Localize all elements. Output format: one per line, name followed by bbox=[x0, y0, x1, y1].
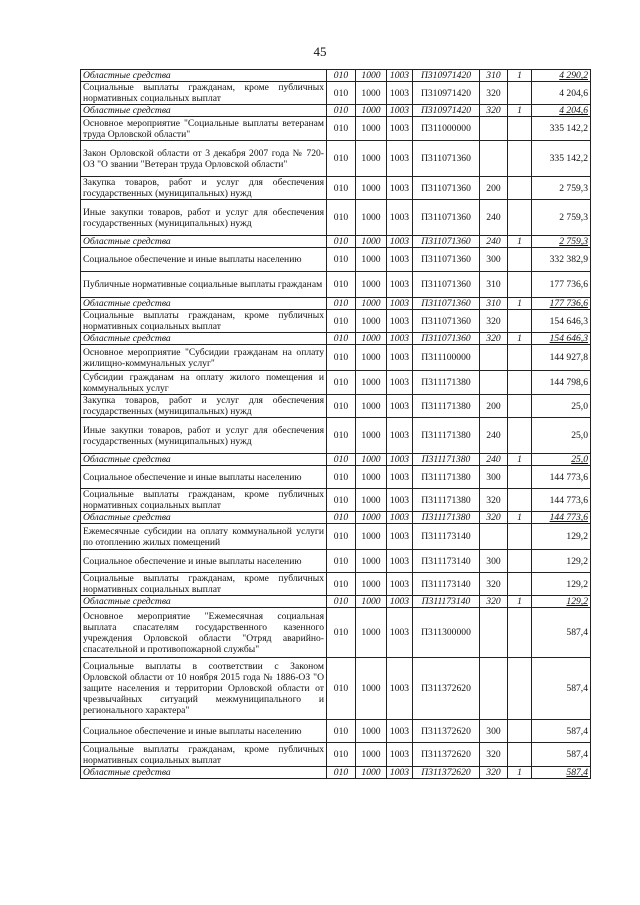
admin-code: 010 bbox=[327, 658, 356, 720]
table-row bbox=[81, 466, 591, 489]
row-name: Ежемесячные субсидии на оплату коммунальной услуги по отоплению жилых помещений bbox=[81, 524, 327, 550]
admin-code: 010 bbox=[327, 454, 356, 466]
row-name: Областные средства bbox=[81, 767, 327, 779]
section-code: 1000 bbox=[356, 489, 387, 512]
table-row bbox=[81, 608, 591, 658]
table-row bbox=[81, 141, 591, 177]
funding-source-code: 1 bbox=[508, 298, 532, 310]
row-name: Социальные выплаты гражданам, кроме публичных нормативных социальных выплат bbox=[81, 573, 327, 596]
budget-table bbox=[80, 69, 591, 779]
subtotal-row bbox=[81, 70, 591, 82]
funding-source-code bbox=[508, 743, 532, 767]
admin-code: 010 bbox=[327, 345, 356, 371]
target-article-code: П311171380 bbox=[413, 512, 480, 524]
admin-code: 010 bbox=[327, 743, 356, 767]
section-code: 1000 bbox=[356, 658, 387, 720]
table-row bbox=[81, 743, 591, 767]
funding-source-code bbox=[508, 658, 532, 720]
subtotal-row bbox=[81, 333, 591, 345]
expense-type-code bbox=[480, 608, 508, 658]
target-article-code: П311171380 bbox=[413, 489, 480, 512]
admin-code: 010 bbox=[327, 573, 356, 596]
section-code: 1000 bbox=[356, 550, 387, 573]
target-article-code: П311300000 bbox=[413, 608, 480, 658]
amount-value: 4 290,2 bbox=[532, 70, 591, 82]
section-code: 1000 bbox=[356, 82, 387, 105]
section-code: 1000 bbox=[356, 454, 387, 466]
table-row bbox=[81, 117, 591, 141]
target-article-code: П311372620 bbox=[413, 720, 480, 743]
expense-type-code: 320 bbox=[480, 310, 508, 333]
funding-source-code bbox=[508, 395, 532, 418]
section-code: 1000 bbox=[356, 512, 387, 524]
amount-value: 335 142,2 bbox=[532, 117, 591, 141]
admin-code: 010 bbox=[327, 200, 356, 236]
funding-source-code: 1 bbox=[508, 105, 532, 117]
funding-source-code bbox=[508, 272, 532, 298]
subsection-code: 1003 bbox=[387, 524, 413, 550]
subsection-code: 1003 bbox=[387, 200, 413, 236]
amount-value: 335 142,2 bbox=[532, 141, 591, 177]
expense-type-code: 320 bbox=[480, 512, 508, 524]
section-code: 1000 bbox=[356, 720, 387, 743]
target-article-code: П311372620 bbox=[413, 743, 480, 767]
admin-code: 010 bbox=[327, 512, 356, 524]
admin-code: 010 bbox=[327, 720, 356, 743]
subsection-code: 1003 bbox=[387, 371, 413, 395]
row-name: Областные средства bbox=[81, 70, 327, 82]
amount-value: 144 798,6 bbox=[532, 371, 591, 395]
expense-type-code: 240 bbox=[480, 200, 508, 236]
expense-type-code bbox=[480, 141, 508, 177]
subsection-code: 1003 bbox=[387, 489, 413, 512]
row-name: Закон Орловской области от 3 декабря 2007 года № 720-ОЗ "О звании "Ветеран труда Орловской области" bbox=[81, 141, 327, 177]
subsection-code: 1003 bbox=[387, 608, 413, 658]
section-code: 1000 bbox=[356, 200, 387, 236]
target-article-code: П311071360 bbox=[413, 177, 480, 200]
section-code: 1000 bbox=[356, 117, 387, 141]
funding-source-code bbox=[508, 248, 532, 272]
funding-source-code bbox=[508, 117, 532, 141]
table-row bbox=[81, 720, 591, 743]
row-name: Областные средства bbox=[81, 512, 327, 524]
table-row bbox=[81, 395, 591, 418]
amount-value: 129,2 bbox=[532, 596, 591, 608]
funding-source-code: 1 bbox=[508, 596, 532, 608]
table-row bbox=[81, 345, 591, 371]
amount-value: 25,0 bbox=[532, 395, 591, 418]
amount-value: 144 773,6 bbox=[532, 512, 591, 524]
amount-value: 4 204,6 bbox=[532, 105, 591, 117]
amount-value: 587,4 bbox=[532, 658, 591, 720]
amount-value: 144 773,6 bbox=[532, 466, 591, 489]
subsection-code: 1003 bbox=[387, 466, 413, 489]
admin-code: 010 bbox=[327, 466, 356, 489]
subsection-code: 1003 bbox=[387, 767, 413, 779]
admin-code: 010 bbox=[327, 236, 356, 248]
expense-type-code: 320 bbox=[480, 596, 508, 608]
amount-value: 587,4 bbox=[532, 767, 591, 779]
amount-value: 144 927,8 bbox=[532, 345, 591, 371]
funding-source-code: 1 bbox=[508, 512, 532, 524]
section-code: 1000 bbox=[356, 105, 387, 117]
funding-source-code bbox=[508, 177, 532, 200]
table-row bbox=[81, 418, 591, 454]
row-name: Областные средства bbox=[81, 298, 327, 310]
row-name: Публичные нормативные социальные выплаты гражданам bbox=[81, 272, 327, 298]
row-name: Социальное обеспечение и иные выплаты населению bbox=[81, 550, 327, 573]
row-name: Закупка товаров, работ и услуг для обеспечения государственных (муниципальных) нужд bbox=[81, 395, 327, 418]
funding-source-code bbox=[508, 310, 532, 333]
section-code: 1000 bbox=[356, 573, 387, 596]
row-name: Социальное обеспечение и иные выплаты населению bbox=[81, 720, 327, 743]
target-article-code: П311171380 bbox=[413, 395, 480, 418]
target-article-code: П311173140 bbox=[413, 573, 480, 596]
subsection-code: 1003 bbox=[387, 82, 413, 105]
target-article-code: П311372620 bbox=[413, 767, 480, 779]
expense-type-code: 320 bbox=[480, 105, 508, 117]
target-article-code: П311171380 bbox=[413, 418, 480, 454]
amount-value: 2 759,3 bbox=[532, 177, 591, 200]
table-row bbox=[81, 524, 591, 550]
funding-source-code bbox=[508, 200, 532, 236]
target-article-code: П311171380 bbox=[413, 466, 480, 489]
table-row bbox=[81, 489, 591, 512]
target-article-code: П311171380 bbox=[413, 371, 480, 395]
admin-code: 010 bbox=[327, 524, 356, 550]
amount-value: 144 773,6 bbox=[532, 489, 591, 512]
funding-source-code: 1 bbox=[508, 767, 532, 779]
target-article-code: П311173140 bbox=[413, 524, 480, 550]
table-row bbox=[81, 573, 591, 596]
expense-type-code: 240 bbox=[480, 454, 508, 466]
row-name: Областные средства bbox=[81, 596, 327, 608]
row-name: Социальные выплаты в соответствии с Законом Орловской области от 10 ноября 2015 года № 1886-ОЗ "О защите населения и территории Орловской области от чрезвычайных ситуаций межмуниципального и регионального характера" bbox=[81, 658, 327, 720]
funding-source-code bbox=[508, 489, 532, 512]
target-article-code: П311071360 bbox=[413, 310, 480, 333]
admin-code: 010 bbox=[327, 310, 356, 333]
row-name: Основное мероприятие "Социальные выплаты ветеранам труда Орловской области" bbox=[81, 117, 327, 141]
expense-type-code: 320 bbox=[480, 489, 508, 512]
expense-type-code: 300 bbox=[480, 248, 508, 272]
amount-value: 332 382,9 bbox=[532, 248, 591, 272]
subsection-code: 1003 bbox=[387, 345, 413, 371]
section-code: 1000 bbox=[356, 310, 387, 333]
funding-source-code: 1 bbox=[508, 236, 532, 248]
table-row bbox=[81, 272, 591, 298]
row-name: Областные средства bbox=[81, 454, 327, 466]
subsection-code: 1003 bbox=[387, 105, 413, 117]
section-code: 1000 bbox=[356, 395, 387, 418]
section-code: 1000 bbox=[356, 767, 387, 779]
row-name: Основное мероприятие "Субсидии гражданам на оплату жилищно-коммунальных услуг" bbox=[81, 345, 327, 371]
amount-value: 154 646,3 bbox=[532, 310, 591, 333]
subsection-code: 1003 bbox=[387, 395, 413, 418]
target-article-code: П311173140 bbox=[413, 596, 480, 608]
amount-value: 587,4 bbox=[532, 608, 591, 658]
subsection-code: 1003 bbox=[387, 550, 413, 573]
expense-type-code: 240 bbox=[480, 236, 508, 248]
admin-code: 010 bbox=[327, 550, 356, 573]
target-article-code: П311173140 bbox=[413, 550, 480, 573]
amount-value: 25,0 bbox=[532, 418, 591, 454]
row-name: Областные средства bbox=[81, 333, 327, 345]
row-name: Закупка товаров, работ и услуг для обеспечения государственных (муниципальных) нужд bbox=[81, 177, 327, 200]
funding-source-code bbox=[508, 371, 532, 395]
funding-source-code: 1 bbox=[508, 454, 532, 466]
target-article-code: П311071360 bbox=[413, 298, 480, 310]
amount-value: 25,0 bbox=[532, 454, 591, 466]
admin-code: 010 bbox=[327, 141, 356, 177]
funding-source-code bbox=[508, 82, 532, 105]
admin-code: 010 bbox=[327, 117, 356, 141]
admin-code: 010 bbox=[327, 105, 356, 117]
table-row bbox=[81, 658, 591, 720]
admin-code: 010 bbox=[327, 418, 356, 454]
subsection-code: 1003 bbox=[387, 454, 413, 466]
funding-source-code bbox=[508, 608, 532, 658]
subsection-code: 1003 bbox=[387, 236, 413, 248]
subsection-code: 1003 bbox=[387, 70, 413, 82]
section-code: 1000 bbox=[356, 236, 387, 248]
expense-type-code: 310 bbox=[480, 272, 508, 298]
section-code: 1000 bbox=[356, 608, 387, 658]
amount-value: 154 646,3 bbox=[532, 333, 591, 345]
admin-code: 010 bbox=[327, 767, 356, 779]
row-name: Областные средства bbox=[81, 236, 327, 248]
subsection-code: 1003 bbox=[387, 272, 413, 298]
expense-type-code: 320 bbox=[480, 767, 508, 779]
target-article-code: П311171380 bbox=[413, 454, 480, 466]
target-article-code: П311071360 bbox=[413, 200, 480, 236]
subtotal-row bbox=[81, 596, 591, 608]
amount-value: 2 759,3 bbox=[532, 200, 591, 236]
target-article-code: П311372620 bbox=[413, 658, 480, 720]
row-name: Областные средства bbox=[81, 105, 327, 117]
expense-type-code: 200 bbox=[480, 395, 508, 418]
expense-type-code: 310 bbox=[480, 298, 508, 310]
expense-type-code: 310 bbox=[480, 70, 508, 82]
amount-value: 129,2 bbox=[532, 524, 591, 550]
subtotal-row bbox=[81, 298, 591, 310]
table-row bbox=[81, 82, 591, 105]
funding-source-code bbox=[508, 345, 532, 371]
expense-type-code: 320 bbox=[480, 82, 508, 105]
expense-type-code: 320 bbox=[480, 573, 508, 596]
funding-source-code: 1 bbox=[508, 70, 532, 82]
expense-type-code bbox=[480, 658, 508, 720]
expense-type-code: 320 bbox=[480, 743, 508, 767]
target-article-code: П311071360 bbox=[413, 248, 480, 272]
table-row bbox=[81, 310, 591, 333]
admin-code: 010 bbox=[327, 371, 356, 395]
row-name: Иные закупки товаров, работ и услуг для обеспечения государственных (муниципальных) нужд bbox=[81, 200, 327, 236]
subsection-code: 1003 bbox=[387, 298, 413, 310]
section-code: 1000 bbox=[356, 371, 387, 395]
subsection-code: 1003 bbox=[387, 512, 413, 524]
expense-type-code: 240 bbox=[480, 418, 508, 454]
subsection-code: 1003 bbox=[387, 658, 413, 720]
funding-source-code bbox=[508, 720, 532, 743]
section-code: 1000 bbox=[356, 248, 387, 272]
target-article-code: П310971420 bbox=[413, 105, 480, 117]
expense-type-code: 320 bbox=[480, 333, 508, 345]
row-name: Социальные выплаты гражданам, кроме публичных нормативных социальных выплат bbox=[81, 743, 327, 767]
row-name: Социальное обеспечение и иные выплаты населению bbox=[81, 466, 327, 489]
page-number: 45 bbox=[313, 44, 327, 59]
subsection-code: 1003 bbox=[387, 596, 413, 608]
expense-type-code bbox=[480, 117, 508, 141]
expense-type-code: 300 bbox=[480, 466, 508, 489]
funding-source-code bbox=[508, 141, 532, 177]
amount-value: 587,4 bbox=[532, 743, 591, 767]
row-name: Социальное обеспечение и иные выплаты населению bbox=[81, 248, 327, 272]
table-row bbox=[81, 248, 591, 272]
row-name: Социальные выплаты гражданам, кроме публичных нормативных социальных выплат bbox=[81, 489, 327, 512]
admin-code: 010 bbox=[327, 82, 356, 105]
section-code: 1000 bbox=[356, 333, 387, 345]
row-name: Субсидии гражданам на оплату жилого помещения и коммунальных услуг bbox=[81, 371, 327, 395]
table-row bbox=[81, 177, 591, 200]
subtotal-row bbox=[81, 767, 591, 779]
expense-type-code bbox=[480, 524, 508, 550]
section-code: 1000 bbox=[356, 418, 387, 454]
funding-source-code bbox=[508, 524, 532, 550]
subsection-code: 1003 bbox=[387, 117, 413, 141]
section-code: 1000 bbox=[356, 596, 387, 608]
subsection-code: 1003 bbox=[387, 333, 413, 345]
admin-code: 010 bbox=[327, 272, 356, 298]
admin-code: 010 bbox=[327, 395, 356, 418]
target-article-code: П310971420 bbox=[413, 82, 480, 105]
section-code: 1000 bbox=[356, 524, 387, 550]
section-code: 1000 bbox=[356, 70, 387, 82]
subsection-code: 1003 bbox=[387, 310, 413, 333]
table-row bbox=[81, 200, 591, 236]
section-code: 1000 bbox=[356, 177, 387, 200]
expense-type-code: 200 bbox=[480, 177, 508, 200]
row-name: Социальные выплаты гражданам, кроме публичных нормативных социальных выплат bbox=[81, 310, 327, 333]
subsection-code: 1003 bbox=[387, 418, 413, 454]
admin-code: 010 bbox=[327, 596, 356, 608]
amount-value: 129,2 bbox=[532, 573, 591, 596]
admin-code: 010 bbox=[327, 333, 356, 345]
funding-source-code bbox=[508, 550, 532, 573]
expense-type-code: 300 bbox=[480, 550, 508, 573]
row-name: Иные закупки товаров, работ и услуг для обеспечения государственных (муниципальных) нужд bbox=[81, 418, 327, 454]
admin-code: 010 bbox=[327, 177, 356, 200]
target-article-code: П311071360 bbox=[413, 272, 480, 298]
target-article-code: П311000000 bbox=[413, 117, 480, 141]
section-code: 1000 bbox=[356, 743, 387, 767]
expense-type-code bbox=[480, 345, 508, 371]
row-name: Социальные выплаты гражданам, кроме публичных нормативных социальных выплат bbox=[81, 82, 327, 105]
amount-value: 177 736,6 bbox=[532, 298, 591, 310]
subsection-code: 1003 bbox=[387, 573, 413, 596]
expense-type-code: 300 bbox=[480, 720, 508, 743]
table-row bbox=[81, 371, 591, 395]
row-name: Основное мероприятие "Ежемесячная социальная выплата спасателям государственного казенного учреждения Орловской области "Отряд аварийно-спасательной и противопожарной службы" bbox=[81, 608, 327, 658]
amount-value: 2 759,3 bbox=[532, 236, 591, 248]
section-code: 1000 bbox=[356, 272, 387, 298]
funding-source-code: 1 bbox=[508, 333, 532, 345]
admin-code: 010 bbox=[327, 70, 356, 82]
amount-value: 129,2 bbox=[532, 550, 591, 573]
target-article-code: П311071360 bbox=[413, 236, 480, 248]
admin-code: 010 bbox=[327, 489, 356, 512]
section-code: 1000 bbox=[356, 298, 387, 310]
admin-code: 010 bbox=[327, 298, 356, 310]
target-article-code: П311071360 bbox=[413, 141, 480, 177]
subsection-code: 1003 bbox=[387, 248, 413, 272]
subsection-code: 1003 bbox=[387, 141, 413, 177]
subtotal-row bbox=[81, 236, 591, 248]
admin-code: 010 bbox=[327, 248, 356, 272]
funding-source-code bbox=[508, 466, 532, 489]
target-article-code: П311071360 bbox=[413, 333, 480, 345]
section-code: 1000 bbox=[356, 345, 387, 371]
funding-source-code bbox=[508, 573, 532, 596]
section-code: 1000 bbox=[356, 141, 387, 177]
section-code: 1000 bbox=[356, 466, 387, 489]
expense-type-code bbox=[480, 371, 508, 395]
subsection-code: 1003 bbox=[387, 743, 413, 767]
subsection-code: 1003 bbox=[387, 720, 413, 743]
amount-value: 177 736,6 bbox=[532, 272, 591, 298]
admin-code: 010 bbox=[327, 608, 356, 658]
target-article-code: П311100000 bbox=[413, 345, 480, 371]
target-article-code: П310971420 bbox=[413, 70, 480, 82]
table-row bbox=[81, 550, 591, 573]
subtotal-row bbox=[81, 454, 591, 466]
subtotal-row bbox=[81, 512, 591, 524]
subtotal-row bbox=[81, 105, 591, 117]
amount-value: 4 204,6 bbox=[532, 82, 591, 105]
subsection-code: 1003 bbox=[387, 177, 413, 200]
funding-source-code bbox=[508, 418, 532, 454]
amount-value: 587,4 bbox=[532, 720, 591, 743]
